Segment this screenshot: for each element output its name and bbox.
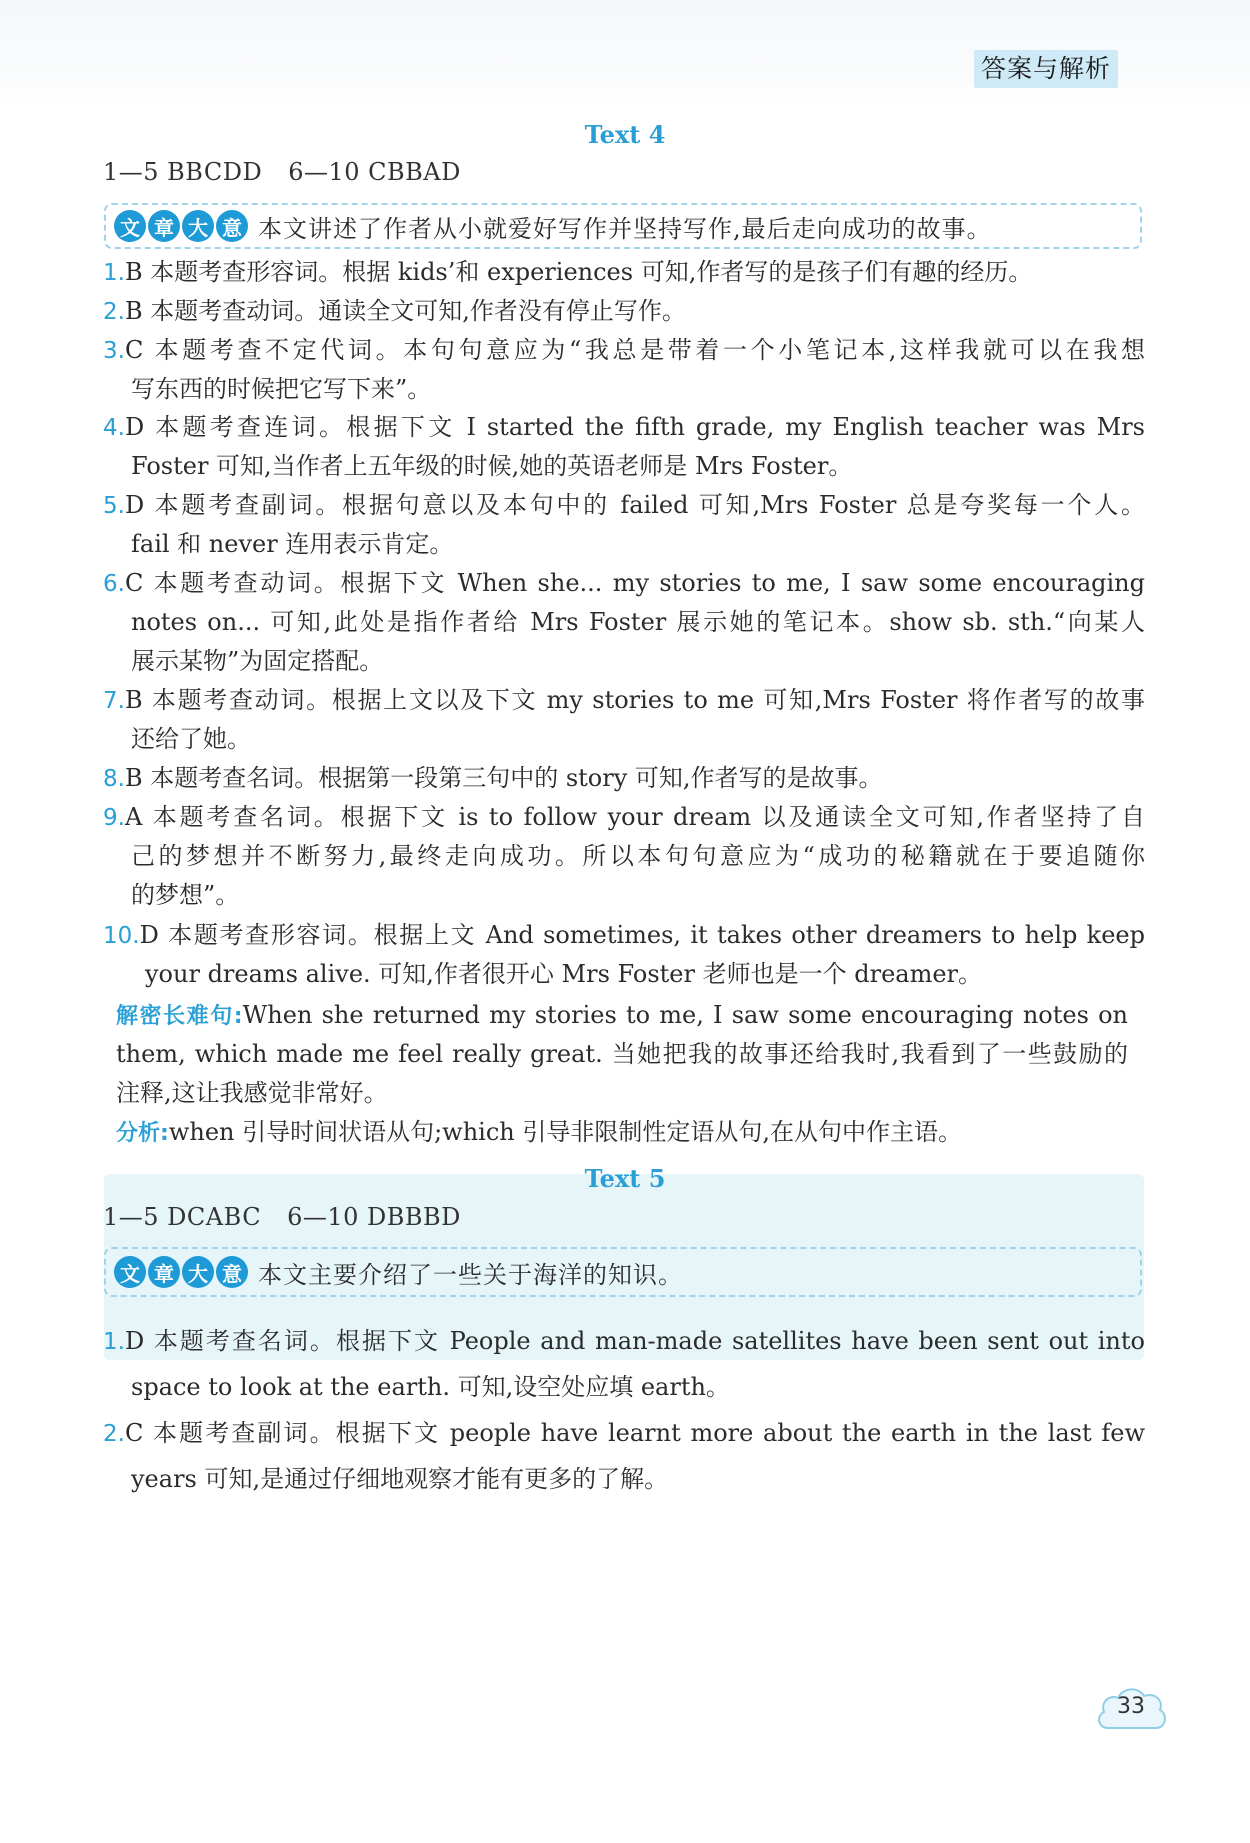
summary-text: 本文讲述了作者从小就爱好写作并坚持写作,最后走向成功的故事。: [258, 214, 992, 243]
item-number: 8.: [103, 766, 125, 792]
badge-char: 意: [216, 1256, 248, 1288]
item-line: C 本题考查不定代词。本句句意应为“我总是带着一个小笔记本,这样我就可以在我想: [124, 336, 1145, 364]
answers-group-2: 6—10 CBBAD: [288, 158, 461, 186]
text5-summary-box: [104, 1247, 1142, 1297]
item-line: 还给了她。: [131, 725, 251, 753]
explanation-item: [103, 404, 1145, 489]
badge-char: 意: [216, 210, 248, 242]
item-line: A 本题考查名词。根据下文 is to follow your dream 以及通读全文可知,作者坚持了自: [124, 803, 1145, 831]
item-line: notes on... 可知,此处是指作者给 Mrs Foster 展示她的笔记本。show sb. sth.“向某人: [131, 608, 1145, 636]
item-number: 5.: [103, 493, 125, 519]
item-line: 展示某物”为固定搭配。: [131, 647, 384, 675]
item-line: fail 和 never 连用表示肯定。: [131, 530, 454, 558]
item-line: 写东西的时候把它写下来”。: [131, 375, 432, 403]
item-line: years 可知,是通过仔细地观察才能有更多的了解。: [131, 1465, 669, 1493]
difficult-text: When she returned my stories to me, I saw some encouraging notes on: [242, 1001, 1128, 1029]
answers-group-1: 1—5 BBCDD: [103, 158, 263, 186]
item-number: 4.: [103, 415, 125, 441]
badge-char: 章: [148, 210, 180, 242]
text4-title: Text 4: [584, 120, 666, 149]
explanation-item: [103, 794, 1145, 918]
item-number: 1.: [103, 260, 125, 286]
item-line: B 本题考查形容词。根据 kids’和 experiences 可知,作者写的是孩子们有趣的经历。: [124, 258, 1033, 286]
item-number: 2.: [103, 299, 125, 325]
item-line: B 本题考查动词。根据上文以及下文 my stories to me 可知,Mrs Foster 将作者写的故事: [124, 686, 1145, 714]
badge-char: 文: [114, 1256, 146, 1288]
item-line: Foster 可知,当作者上五年级的时候,她的英语老师是 Mrs Foster。: [131, 452, 853, 480]
item-line: D 本题考查副词。根据句意以及本句中的 failed 可知,Mrs Foster 总是夸奖每一个人。: [124, 491, 1145, 519]
explanation-item: [103, 482, 1145, 567]
explanation-item: [103, 677, 1145, 762]
difficult-line: them, which made me feel really great. 当她把我的故事还给我时,我看到了一些鼓励的: [116, 1040, 1128, 1068]
answers-group-1: 1—5 DCABC: [103, 1203, 262, 1231]
explanation-item: [103, 327, 1145, 412]
summary-badge: [114, 210, 250, 242]
item-line: B 本题考查名词。根据第一段第三句中的 story 可知,作者写的是故事。: [124, 764, 883, 792]
text5-title: Text 5: [584, 1164, 666, 1193]
item-number: 2.: [103, 1421, 125, 1447]
analysis-text: when 引导时间状语从句;which 引导非限制性定语从句,在从句中作主语。: [168, 1118, 963, 1146]
item-line: 的梦想”。: [131, 881, 240, 909]
item-line: D 本题考查连词。根据下文 I started the fifth grade, my English teacher was Mrs: [124, 413, 1145, 441]
badge-char: 文: [114, 210, 146, 242]
explanation-item: [103, 560, 1145, 684]
section-tab: 答案与解析: [974, 50, 1118, 88]
badge-char: 大: [182, 1256, 214, 1288]
explanation-item: [103, 1410, 1145, 1502]
badge-char: 章: [148, 1256, 180, 1288]
page-number: 33: [1117, 1694, 1145, 1719]
summary-text: 本文主要介绍了一些关于海洋的知识。: [258, 1260, 683, 1289]
explanation-item: [103, 912, 1145, 997]
item-number: 3.: [103, 338, 125, 364]
item-line: D 本题考查名词。根据下文 People and man-made satellites have been sent out into: [124, 1327, 1145, 1355]
difficult-line: 注释,这让我感觉非常好。: [116, 1079, 388, 1107]
answers-group-2: 6—10 DBBBD: [287, 1203, 461, 1231]
item-line: C 本题考查动词。根据下文 When she... my stories to me, I saw some encouraging: [124, 569, 1145, 597]
item-line: 己的梦想并不断努力,最终走向成功。所以本句句意应为“成功的秘籍就在于要追随你: [131, 842, 1145, 870]
item-number: 6.: [103, 571, 125, 597]
analysis-label: 分析:: [116, 1121, 169, 1146]
text5-answers: [103, 1203, 461, 1231]
item-number: 7.: [103, 688, 125, 714]
item-number: 9.: [103, 805, 125, 831]
item-line: B 本题考查动词。通读全文可知,作者没有停止写作。: [124, 297, 686, 325]
summary-badge: [114, 1256, 250, 1288]
item-line: C 本题考查副词。根据下文 people have learnt more about the earth in the last few: [124, 1419, 1145, 1447]
explanation-item: [103, 1318, 1145, 1410]
analysis-line: [116, 1109, 1128, 1155]
difficult-label: 解密长难句:: [116, 1004, 243, 1029]
item-number: 1.: [103, 1329, 125, 1355]
item-line: D 本题考查形容词。根据上文 And sometimes, it takes other dreamers to help keep: [139, 921, 1145, 949]
item-line: your dreams alive. 可知,作者很开心 Mrs Foster 老师也是一个 dreamer。: [145, 960, 983, 988]
badge-char: 大: [182, 210, 214, 242]
text4-answers: [103, 158, 461, 186]
item-line: space to look at the earth. 可知,设空处应填 earth。: [131, 1373, 730, 1401]
item-number: 10.: [103, 923, 140, 949]
text4-summary-box: [104, 203, 1142, 249]
